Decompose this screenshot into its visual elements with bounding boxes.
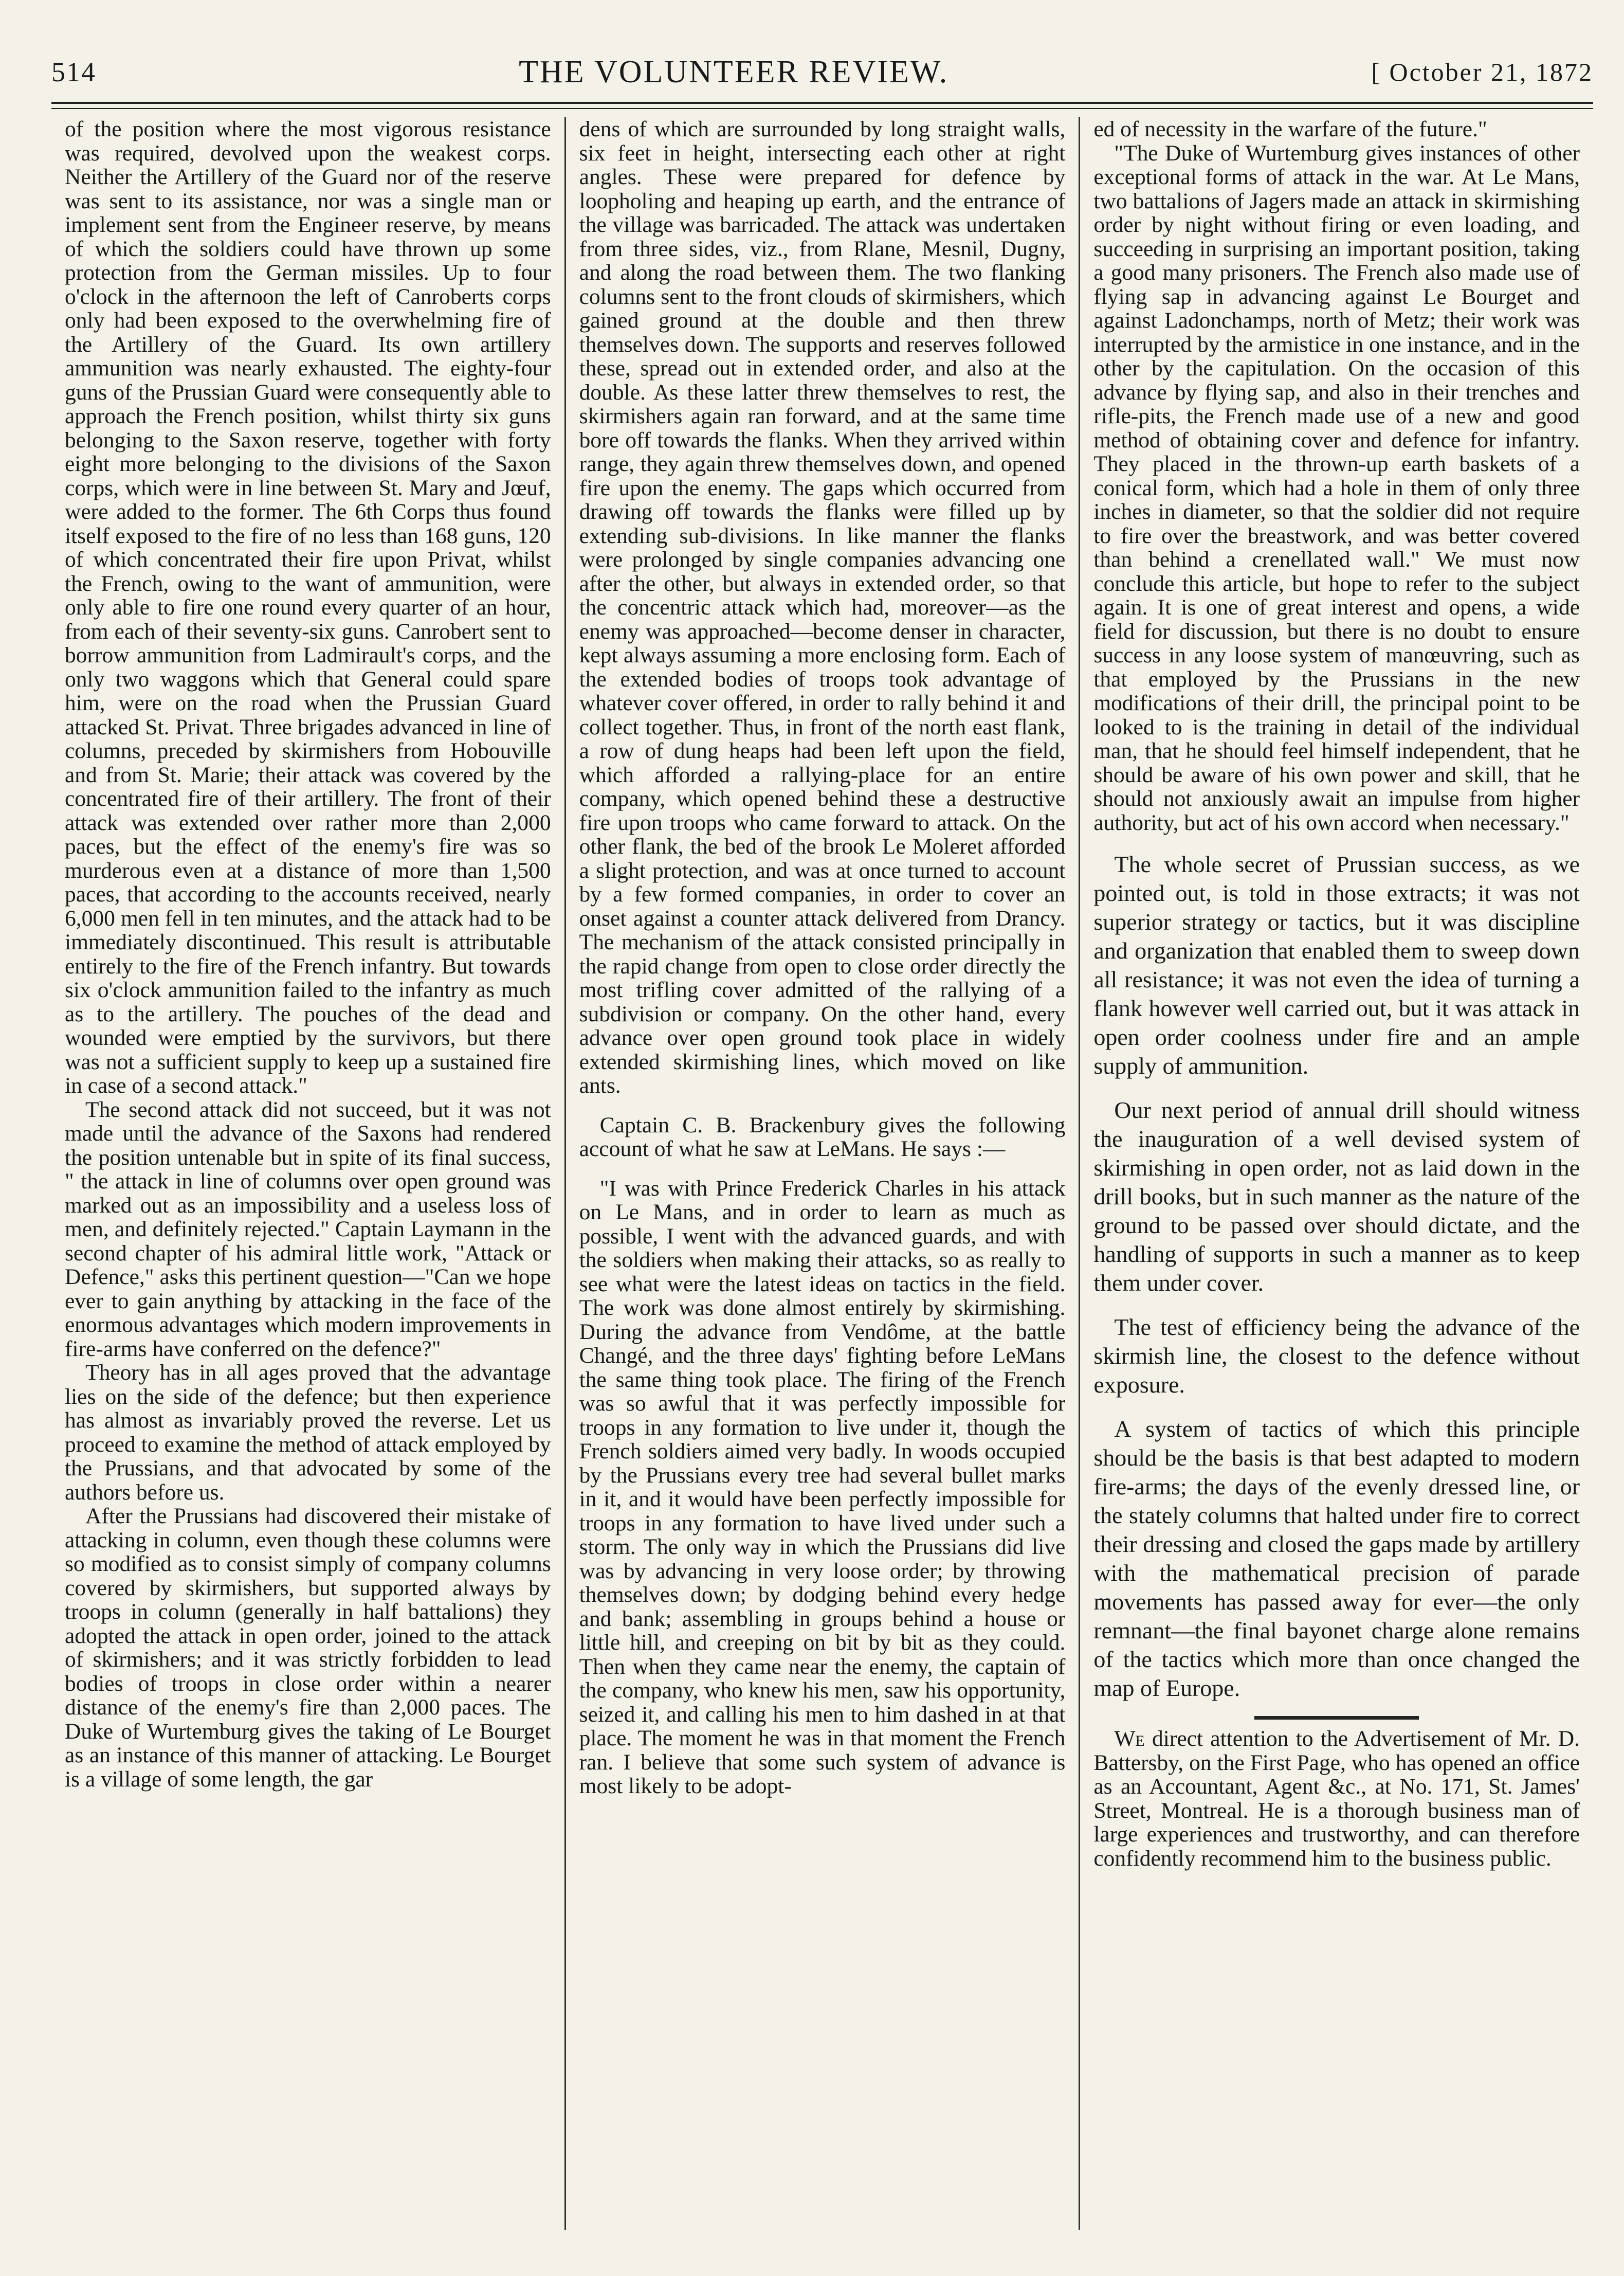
section-divider: [1254, 1716, 1419, 1720]
paragraph: The test of efficiency being the advance of the skirmish line, the closest to the defence without exposure.: [1093, 1314, 1580, 1398]
masthead-rule: [51, 102, 1593, 104]
article-columns: [51, 117, 1593, 2230]
notice-text: direct attention to the Advertisement of Mr. D. Battersby, on the First Page, who has opened an office as an Accountant, Agent &c., at No. 171, St. James' Street, Montreal. He is a thorough business man of large experiences and trustworthy, and can therefore confidently recommend him to the business public.: [1093, 1726, 1580, 1871]
paragraph: After the Prussians had discovered their mistake of attacking in column, even though these columns were so modified as to consist simply of company columns covered by skirmishers, but supported always by troops in column (generally in half battalions) they adopted the attack in open order, joined to the attack of skirmishers; and it was strictly forbidden to lead bodies of troops in close order within a nearer distance of the enemy's fire than 2,000 paces. The Duke of Wurtemburg gives the taking of Le Bourget as an instance of this manner of attacking. Le Bourget is a village of some length, the gar: [65, 1504, 551, 1792]
paragraph: dens of which are surrounded by long straight walls, six feet in height, intersecting each other at right angles. These were prepared for defence by loopholing and heaping up earth, and the entrance of the village was barricaded. The attack was undertaken from three sides, viz., from Rlane, Mesnil, Dugny, and along the road between them. The two flanking columns sent to the front clouds of skirmishers, which gained ground at the double and then threw themselves down. The supports and reserves followed these, spread out in extended order, and also at the double. As these latter threw themselves to rest, the skirmishers again ran forward, and at the same time bore off towards the flanks. When they arrived within range, they again threw themselves down, and opened fire upon the enemy. The gaps which occurred from drawing off towards the flanks were filled up by extending sub-divisions. In like manner the flanks were prolonged by single companies advancing one after the other, but always in extended order, so that the concentric attack which had, moreover—as the enemy was approached—become denser in character, kept always assuming a more enclosing form. Each of the extended bodies of troops took advantage of whatever cover offered, in order to rally behind it and collect together. Thus, in front of the north east flank, a row of dung heaps had been left upon the field, which afforded a rallying-place for an entire company, which opened behind these a destructive fire upon troops who came forward to attack. On the other flank, the bed of the brook Le Moleret afforded a slight protection, and was at once turned to account by a few formed companies, in order to cover an onset against a counter attack delivered from Drancy. The mechanism of the attack consisted principally in the rapid change from open to close order directly the most trifling cover admitted of the rallying of a subdivision or company. On the other hand, every advance over open ground took place in widely extended skirmishing lines, which moved on like ants.: [579, 117, 1066, 1098]
paragraph: of the position where the most vigorous resistance was required, devolved upon the weakest corps. Neither the Artillery of the Guard nor of the reserve was sent to its assistance, nor was a single man or implement sent from the Engineer reserve, by means of which the soldiers could have thrown up some protection from the German missiles. Up to four o'clock in the afternoon the left of Canroberts corps only had been exposed to the overwhelming fire of the Artillery of the Guard. Its own artillery ammunition was nearly exhausted. The eighty-four guns of the Prussian Guard were consequently able to approach the French position, whilst thirty six guns belonging to the Saxon reserve, together with forty eight more belonging to the divisions of the Saxon corps, which were in line between St. Mary and Jœuf, were added to the former. The 6th Corps thus found itself exposed to the fire of no less than 168 guns, 120 of which concentrated their fire upon Privat, whilst the French, owing to the want of ammunition, were only able to fire one round every quarter of an hour, from each of their seventy-six guns. Canrobert sent to borrow ammunition from Ladmirault's corps, and the only two waggons which that General could spare him, were on the road when the Prussian Guard attacked St. Privat. Three brigades advanced in line of columns, preceded by skirmishers from Hobouville and from St. Marie; their attack was covered by the concentrated fire of their artillery. The front of their attack was extended over rather more than 2,000 paces, but the effect of the enemy's fire was so murderous even at a distance of more than 1,500 paces, that according to the accounts received, nearly 6,000 men fell in ten minutes, and the attack had to be immediately discontinued. This result is attributable entirely to the fire of the French infantry. But towards six o'clock ammunition failed to the infantry as much as to the artillery. The pouches of the dead and wounded were emptied by the survivors, but there was not a sufficient supply to keep up a sustained fire in case of a second attack.": [65, 117, 551, 1098]
issue-date: [ October 21, 1872: [1371, 58, 1593, 86]
notice-paragraph: [1093, 1727, 1580, 1870]
page-number: 514: [51, 57, 96, 87]
publication-title: THE VOLUNTEER REVIEW.: [519, 54, 949, 89]
notice-lead: We: [1114, 1726, 1145, 1751]
paragraph: Our next period of annual drill should witness the inauguration of a well devised system of skirmishing in open order, not as laid down in the drill books, but in such manner as the nature of the ground to be passed over should dictate, and the handling of supports in such a manner as to keep them under cover.: [1093, 1097, 1580, 1296]
paragraph: ed of necessity in the warfare of the future.": [1093, 117, 1487, 141]
paragraph: The second attack did not succeed, but it was not made until the advance of the Saxons had rendered the position untenable but in spite of its final success, " the attack in line of columns over open ground was marked out as an impossibility and a useless loss of men, and definitely rejected." Captain Laymann in the second chapter of his admiral little work, "Attack or Defence," asks this pertinent question—"Can we hope ever to gain anything by attacking in the face of the enormous advantages which modern improvements in fire-arms have conferred on the defence?": [65, 1097, 551, 1361]
paragraph: The whole secret of Prussian success, as we pointed out, is told in those extracts; it was not superior strategy or tactics, but it was discipline and organization that enabled them to sweep down all resistance; it was not even the idea of turning a flank however well carried out, but it was attack in open order coolness under fire and an ample supply of ammunition.: [1093, 851, 1580, 1079]
column-3: [1079, 117, 1593, 2230]
masthead: [51, 49, 1593, 95]
column-1: [51, 117, 564, 2230]
column-2: [564, 117, 1079, 2230]
paragraph: "The Duke of Wurtemburg gives instances of other exceptional forms of attack in the war. At Le Mans, two battalions of Jagers made an attack in skirmishing order by night without firing or even loading, and succeeding in surprising an important position, taking a good many prisoners. The French also made use of flying sap in advancing against Le Bourget and against Ladonchamps, north of Metz; their work was interrupted by the armistice in one instance, and in the other by the capitulation. On the occasion of this advance by flying sap, and also in their trenches and rifle-pits, the French made use of a new and good method of obtaining cover and defence for infantry. They placed in the thrown-up earth baskets of a conical form, which had a hole in them of only three inches in diameter, so that the soldier did not require to fire over the breastwork, and was better covered than behind a crenellated wall." We must now conclude this article, but hope to refer to the subject again. It is one of great interest and opens, a wide field for discussion, but there is no doubt to ensure success in any loose system of manœuvring, such as that employed by the Prussians in the new modifications of their drill, the principal point to be looked to is the training in detail of the individual man, that he should feel himself independent, that he should be aware of his own power and skill, that he should not anxiously await an impulse from higher authority, but act of his own accord when necessary.": [1093, 140, 1580, 835]
quote-paragraph: "I was with Prince Frederick Charles in his attack on Le Mans, and in order to learn as much as possible, I went with the advanced guards, and with the soldiers when making their attacks, so as really to see what were the latest ideas on tactics in the field. The work was done almost entirely by skirmishing. During the advance from Vendôme, at the battle Changé, and the three days' fighting before LeMans the same thing took place. The firing of the French was so awful that it was perfectly impossible for troops in any formation to live under it, though the French soldiers aimed very badly. In woods occupied by the Prussians every tree had several bullet marks in it, and it would have been perfectly impossible for troops in any formation to have lived under such a storm. The only way in which the Prussians did live was by advancing in very loose order; by throwing themselves down; by dodging behind every hedge and bank; assembling in groups behind a house or little hill, and creeping on bit by bit as they could. Then when they came near the enemy, the captain of the company, who knew his men, saw his opportunity, seized it, and calling his men to him dashed in at that place. The moment he was in that moment the French ran. I believe that some such system of advance is most likely to be adopt-: [579, 1176, 1066, 1798]
masthead-rule-thin: [51, 108, 1593, 109]
paragraph: A system of tactics of which this principle should be the basis is that best adapted to modern fire-arms; the days of the evenly dressed line, or the stately columns that halted under fire to correct their dressing and closed the gaps made by artillery with the mathematical precision of parade movements has passed away for ever—the only remnant—the final bayonet charge alone remains of the tactics which more than once changed the map of Europe.: [1093, 1416, 1580, 1701]
paragraph: Captain C. B. Brackenbury gives the following account of what he saw at LeMans. He says :—: [579, 1112, 1066, 1161]
paragraph: Theory has in all ages proved that the advantage lies on the side of the defence; but then experience has almost as invariably proved the reverse. Let us proceed to examine the method of attack employed by the Prussians, and that advocated by some of the authors before us.: [65, 1360, 551, 1505]
